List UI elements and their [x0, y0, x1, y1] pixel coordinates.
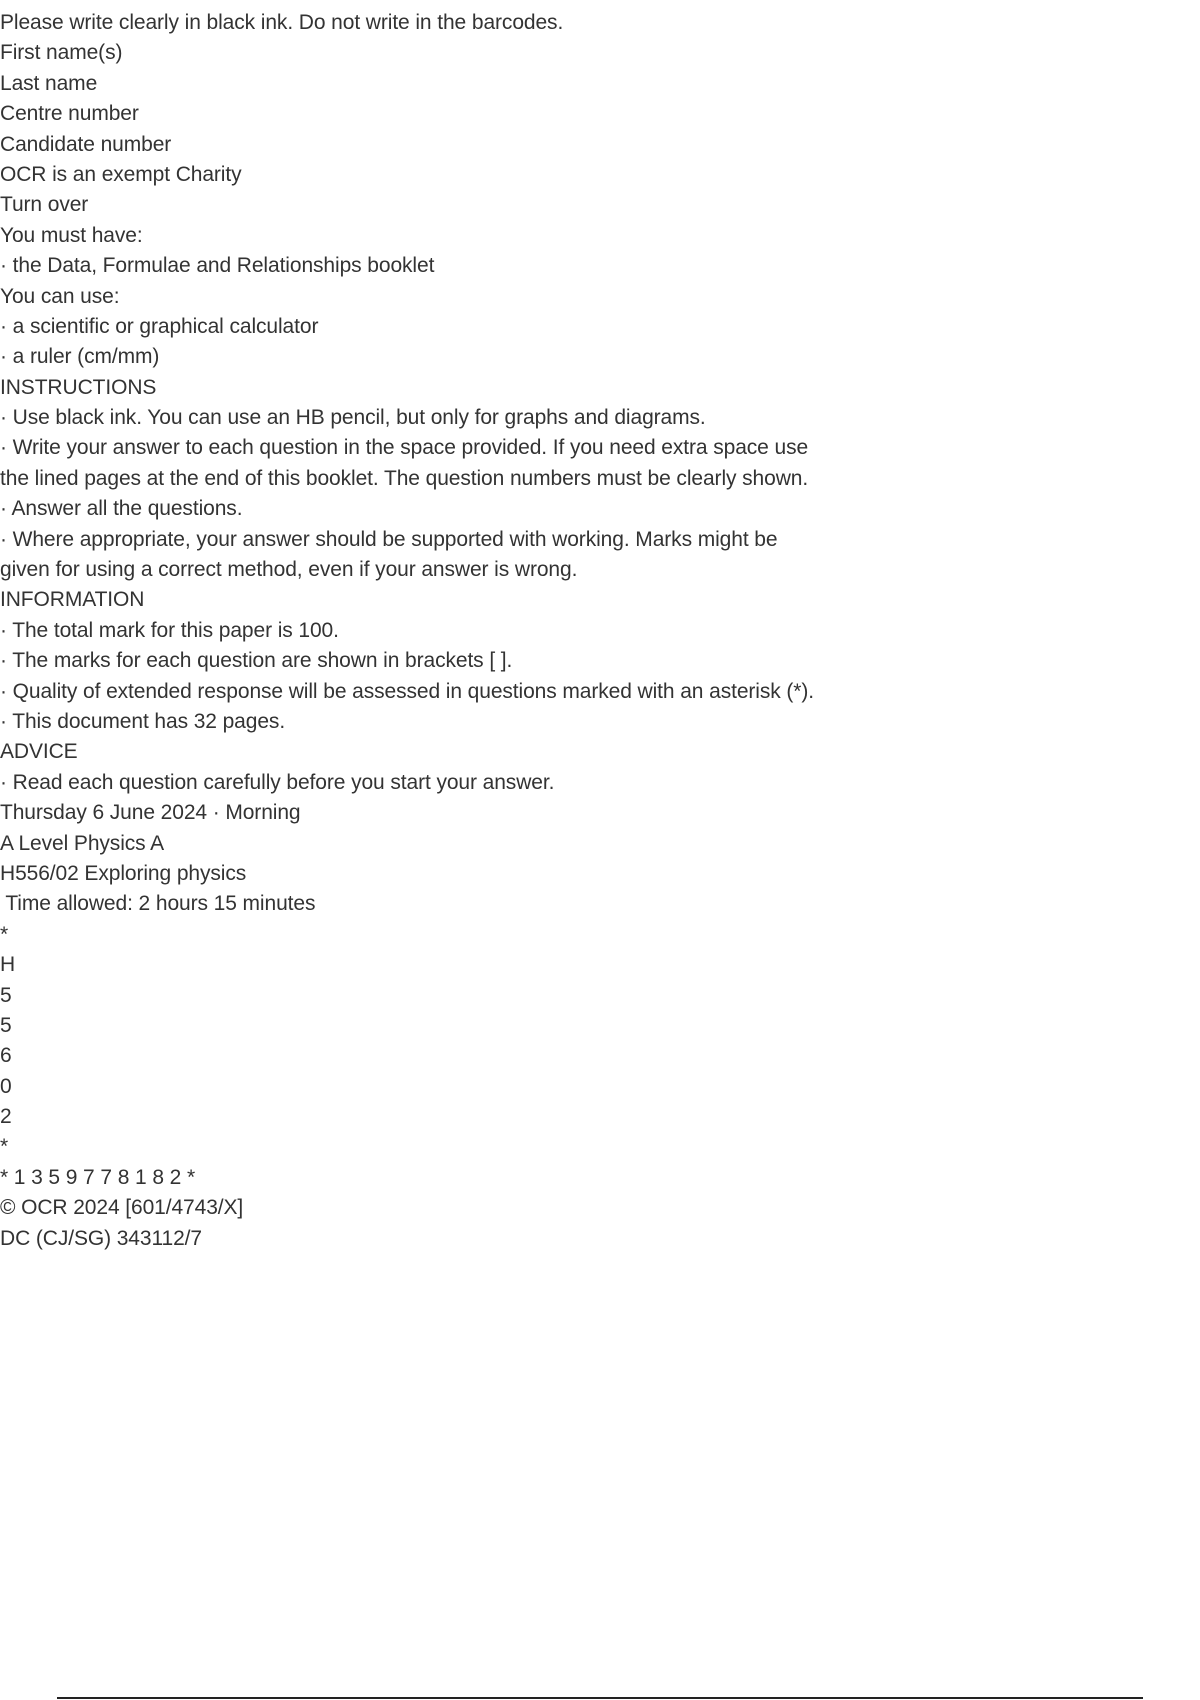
code-char-star-close: *: [0, 1135, 9, 1159]
instruction-working-cont: given for using a correct method, even if your answer is wrong.: [0, 558, 578, 582]
info-total-mark: · The total mark for this paper is 100.: [0, 618, 339, 642]
instruction-answer-space-cont: the lined pages at the end of this booklet. The question numbers must be clearly shown.: [0, 466, 809, 490]
instruction-answer-space: · Write your answer to each question in the space provided. If you need extra space use: [0, 436, 809, 460]
exam-time-allowed: Time allowed: 2 hours 15 minutes: [0, 892, 316, 916]
code-char-5a: 5: [0, 983, 12, 1007]
charity-notice: OCR is an exempt Charity: [0, 162, 242, 186]
info-extended-response: · Quality of extended response will be assessed in questions marked with an asterisk (*).: [0, 679, 814, 703]
heading-you-can-use: You can use:: [0, 284, 120, 308]
label-first-name: First name(s): [0, 41, 123, 65]
barcode-number: * 1 3 5 9 7 7 8 1 8 2 *: [0, 1165, 196, 1189]
heading-instructions: INSTRUCTIONS: [0, 375, 157, 399]
footer-rule: [57, 1697, 1143, 1699]
exam-date: Thursday 6 June 2024 · Morning: [0, 801, 301, 825]
document-body: [0, 8, 1200, 1254]
instruction-write-clearly: Please write clearly in black ink. Do not write in the barcodes.: [0, 11, 564, 34]
code-char-6: 6: [0, 1044, 12, 1068]
instruction-answer-all: · Answer all the questions.: [0, 497, 243, 521]
label-centre-number: Centre number: [0, 102, 139, 126]
info-marks-brackets: · The marks for each question are shown in brackets [ ].: [0, 649, 513, 673]
allowed-ruler: · a ruler (cm/mm): [0, 345, 160, 369]
code-char-star-open: *: [0, 922, 9, 946]
advice-read-carefully: · Read each question carefully before you start your answer.: [0, 770, 555, 794]
code-char-0: 0: [0, 1074, 12, 1098]
document-reference: DC (CJ/SG) 343112/7: [0, 1226, 202, 1250]
code-char-h: H: [0, 953, 16, 977]
heading-you-must-have: You must have:: [0, 223, 143, 247]
instruction-black-ink: · Use black ink. You can use an HB pencil, but only for graphs and diagrams.: [0, 406, 706, 430]
code-char-5b: 5: [0, 1013, 12, 1037]
exam-paper-code: H556/02 Exploring physics: [0, 861, 247, 885]
heading-information: INFORMATION: [0, 588, 145, 612]
code-char-2: 2: [0, 1105, 12, 1129]
heading-advice: ADVICE: [0, 740, 78, 764]
label-last-name: Last name: [0, 71, 98, 95]
instruction-working: · Where appropriate, your answer should be supported with working. Marks might be: [0, 527, 778, 551]
info-page-count: · This document has 32 pages.: [0, 709, 286, 733]
label-candidate-number: Candidate number: [0, 132, 172, 156]
copyright-notice: © OCR 2024 [601/4743/X]: [0, 1196, 244, 1220]
allowed-calculator: · a scientific or graphical calculator: [0, 314, 319, 338]
turn-over-notice: Turn over: [0, 193, 89, 217]
exam-subject: A Level Physics A: [0, 831, 165, 855]
requirement-booklet: · the Data, Formulae and Relationships booklet: [0, 254, 435, 278]
